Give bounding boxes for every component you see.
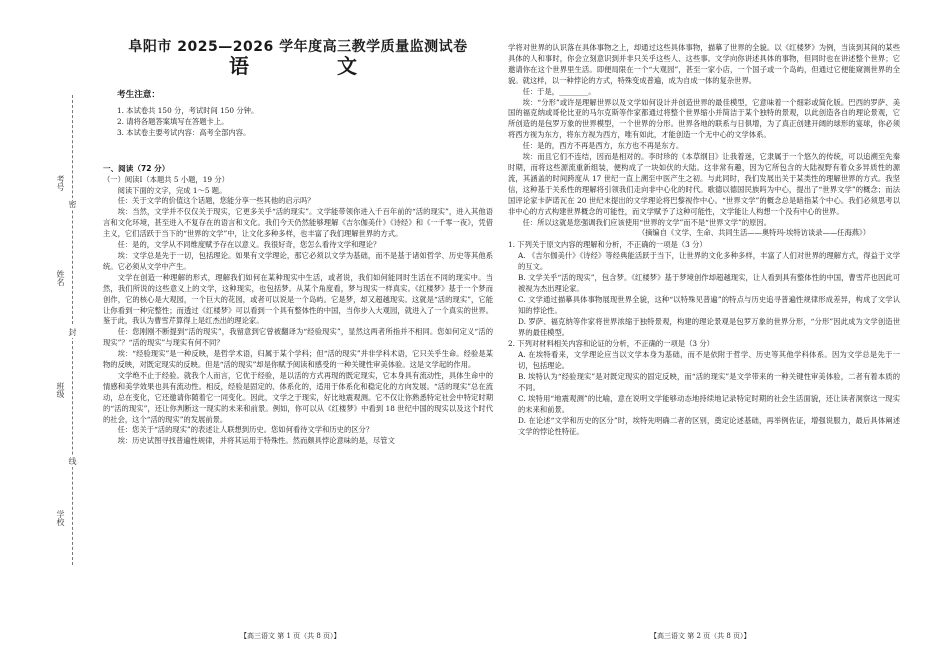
- exam-subject: 语 文: [229, 53, 391, 78]
- candidate-notice: [117, 90, 493, 138]
- page-two: [508, 43, 900, 438]
- gutter-label-school: 学校: [56, 510, 65, 526]
- passage-paragraph: 埃：当然，文学并不仅仅关于现实，它更多关乎“活的现实”。文学能带领你进入千百年前的“活的现实”，进入其他语言和文化环境，甚至进入不复存在的语言和文化。我们今天仍然能够理解《吉尔伽美什》《诗经》和《一千零一夜》，凭借主义，它们活跃于当下的“世界的文学”中，让文化多种多样，也丰富了我们理解世界的方式。: [103, 207, 493, 239]
- passage-paragraph: 埃：历史试图寻找普遍性规律，并将其运用于特殊性。然而颇具悖论意味的是，尽管文: [117, 436, 395, 446]
- answer-option: A. 《吉尔伽美什》《诗经》等经典能活跃于当下，让世界的文化多种多样，丰富了人们对世界的理解方式，得益于文学的互文。: [518, 251, 900, 272]
- seal-mark-mi: 密: [68, 200, 77, 208]
- notice-item: 3. 本试卷主要考试内容：高考全部内容。: [117, 127, 251, 137]
- passage-paragraph: 埃：“经验现实”是一种反映，是哲学术语，归属于某个学科；但“活的现实”并非学科术语，它只关乎生命。经验是某物的反映，对既定现实的反映。但是“活的现实”却是你赋予阅读和感受的一种关键性审美体验。这是文学起的作用。: [103, 349, 493, 370]
- question-stem: 1. 下列关于原文内容的理解和分析，不正确的一项是（3 分）: [508, 240, 707, 250]
- gutter-label-exam-number: 考号: [56, 175, 65, 191]
- passage-paragraph: 学将对世界的认识落在具体事物之上，却通过这些具体事物，描摹了世界的全貌。以《红楼梦》为例，当读到其间的某些具体的人和事时，你会立刻意识到并非只关乎这些人、这些事。文学向你讲述具体的事物，但同时也在讲述整个世界；它邀请你在这个世界里生活。即便局限在一个“大观园”，甚至一家小店，一个国子或一个岛屿，但通过它便能窥测世界的全貌。就这样，以一种悖论的方式，特殊变成普遍，成为自成一体的复杂世界。: [508, 43, 900, 85]
- answer-option: A. 在埃特看来，文学理论应当以文学本身为基础，而不是依附于哲学、历史等其他学科体系。因为文学总是先于一切，包括理论。: [518, 350, 900, 371]
- passage-paragraph: 任：您关于“活的现实”的表述让人联想到历史。您如何看待文学和历史的区分？: [117, 425, 374, 435]
- passage-paragraph: 埃：“分形”或许是理解世界以及文学如何设计并创造世界的最佳模型，它意味着一个细彩或简化版。巴西的罗萨、美国的福克纳或哥伦比亚的马尔克斯等作家都通过将整个世界缩小并简洁于某个独特的景观，以此创造各自的理论景观，它所创造的是包罗万象的世界模型，一个世界的分形。世界各地的联系与日俱增，为了真正创建开阔的球形的宴球，你必须将西方视为东方，将东方视为西方，唯有如此，才能创造一个无中心的文学体系。: [508, 97, 900, 140]
- passage-paragraph: 任：您刚刚不断提到“活的现实”，我留意到它曾被翻译为“经验现实”，显然这两者所指并不相同。您如何定义“活的现实”？“活的现实”与现实有何不同？: [103, 327, 493, 348]
- passage-paragraph: 任：是的，文学从不同维度赋予存在以意义。我很好奇，您怎么看待文学和理论？: [117, 240, 381, 250]
- answer-option: B. 文学关乎“活的现实”，包含梦。《红楼梦》基于梦境创作却超越现实，让人看到具有整体性的中国，曹雪芹也因此可被视为杰出理论家。: [518, 273, 900, 293]
- passage-paragraph: 埃：而且它们不连结，因而是相对的。李时珍的《本草纲目》让我着迷，它隶属于一个悠久的传统，可以追溯至先秦时期，而将这些源流重新组装，便构成了一块如伏的大陆。这非常有趣，因为它所包含的大陆视野有着众多异质性的源流，其涵盖的时间跨度从 17 世纪一直上溯至中医产生之初。与此同时，我们发展出关于某类性的理解世界的方式。我坚信，这种基于关系性的理解将引领我们走向非中心化的时代。歌德以德国民族吗为中心，提出了“世界文学”的概念；而法国评论家卡萨诺瓦在 20 世纪末提出的文学理论将巴黎视作中心。“世界文学”的概念总是暗指某个中心。我们必须思考以非中心的方式构建世界概念的可能性，而文学赋予了这种可能性，文学能让人构想一个没有中心的世界。: [508, 152, 900, 216]
- passage-paragraph: 文学绝不止于经验。就我个人而言，它优于经验，是以活的方式再现的既定现实，它本身具有流动性，具体生命中的情感和美学效果也具有流动性。相反，经验是固定的、体系化的，适用于体系化和稳定化的方向发展。“活的现实”总在流动，总在变化，它还邀请你随着它一同变化。因此，文学之于现实，好比地震观测。它不仅让你熟悉特定社会中特定时期的“活的现实”，还让你判断这一现实的未来和前景。例如，你可以从《红楼梦》中看到 18 世纪中国的现实以及这个时代的社会，这个“活的现实”的发展前景。: [103, 370, 493, 424]
- notice-item: 2. 请将各题答案填写在答题卡上。: [117, 116, 229, 126]
- notice-item: 1. 本试卷共 150 分，考试时间 150 分钟。: [117, 105, 259, 115]
- answer-option: B. 埃特认为“经验现实”是对既定现实的固定反映，而“活的现实”是文学带来的一种关键性审美体验，二者有着本质的不同。: [518, 372, 900, 393]
- answer-option: D. 罗萨、福克纳等作家将世界浓缩于独特景观，构建的理论景观是包罗万象的世界分形，“分形”因此成为文学创造世界的最佳模型。: [518, 316, 900, 337]
- page-footer-left: 【高三语文 第 1 页（共 8 页）】: [240, 632, 341, 640]
- passage-paragraph: 任：是的，西方不再是西方，东方也不再是东方。: [522, 141, 684, 151]
- binding-gutter: [0, 0, 100, 650]
- notice-heading: 考生注意：: [117, 89, 160, 100]
- question-stem: 2. 下列对材料相关内容和论证的分析，不正确的一项是（3 分）: [508, 339, 714, 349]
- section-heading: 一、阅读（72 分）: [103, 163, 170, 173]
- seal-mark-xian: 线: [68, 457, 77, 465]
- gutter-label-name: 姓名: [56, 270, 65, 286]
- answer-option: D. 在论述“文学和历史的区分”时，埃特先明确二者的区别，奠定论述基础，再举例佐证，增强说服力，最后具体阐述文学的悖论性特征。: [518, 415, 900, 436]
- passage-paragraph: 任：关于文学的价值这个话题，您能分享一些其他的启示吗？: [117, 196, 315, 206]
- seal-mark-feng: 封: [68, 328, 77, 336]
- reading-instruction: 阅读下面的文字，完成 1～5 题。: [117, 185, 227, 195]
- subsection-heading: （一）阅读Ⅰ（本题共 5 小题，19 分）: [103, 174, 229, 184]
- passage-source: （摘编自《文学、生命、共同生活——奥特玛·埃特访谈录——任海燕》）: [637, 228, 870, 238]
- page-footer-right: 【高三语文 第 2 页（共 8 页）】: [650, 632, 751, 640]
- passage-paragraph: 埃：文学总是先于一切，包括理论。如果有文学理论，那它必须以文学为基础，而不是基于诸如哲学、历史等其他系统。它必须从文学中产生。: [103, 250, 493, 271]
- passage-paragraph: 任：于是，________。: [522, 86, 596, 96]
- page-one: [103, 40, 493, 447]
- exam-title: 阜阳市 2025—2026 学年度高三教学质量监测试卷: [128, 39, 468, 55]
- passage-paragraph: 文学在创造一种理解的形式，理解我们如何在某种现实中生活，或者说，我们如何能同时生活在不同的现实中。当然，我们所说的这些意义上的文学，这种现实，也包括梦。从某个角度看，梦与现实一样真实。《红楼梦》基于一个梦而创作，它的核心是大观园，一个巨大的花园，或者可以说是一个岛屿。它是梦，却又超越现实。这就是“活的现实”，它能让你看到一种完整性；而透过《红楼梦》可以看到一个具有整体性的中国，当你步入大观园，就进入了一个真实的世界。鉴于此，我认为曹雪芹算得上是红杰出的理论家。: [103, 272, 493, 326]
- answer-option: C. 埃特用“地震观测”的比喻，意在说明文学能够动态地持续地记录特定时期的社会生活面貌，还让读者洞察这一现实的未来和前景。: [518, 394, 900, 414]
- gutter-label-class: 班级: [56, 382, 65, 398]
- passage-paragraph: 任：所以这就是您强调我们应该使用“世界的文学”而不是“世界文学”的原因。: [522, 217, 772, 227]
- answer-option: C. 文学通过描摹具体事物展现世界全貌，这种“以特殊见普遍”的特点与历史追寻普遍性规律形成差异，构成了文学认知的悖论性。: [518, 294, 900, 315]
